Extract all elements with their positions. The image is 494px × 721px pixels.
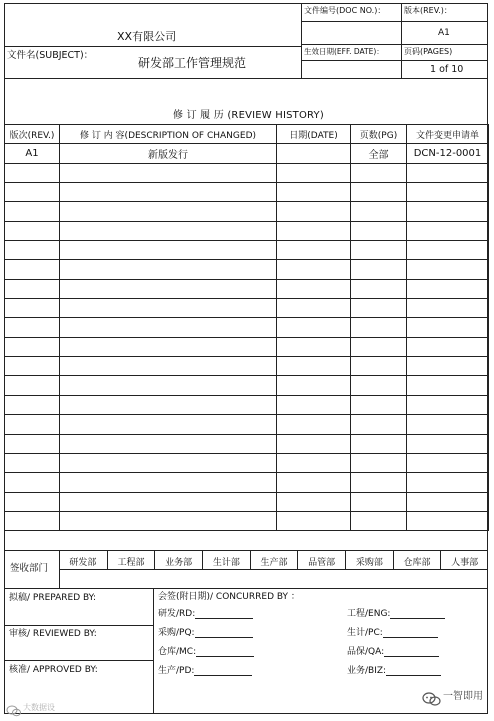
table-cell xyxy=(407,163,489,182)
concurred-dept-label: 生产/PD: xyxy=(158,666,195,676)
signature-blank[interactable] xyxy=(195,627,253,638)
table-cell xyxy=(407,318,489,337)
table-cell xyxy=(277,357,351,376)
table-cell xyxy=(277,492,351,511)
table-cell xyxy=(351,318,407,337)
table-cell xyxy=(277,260,351,279)
table-cell xyxy=(351,337,407,356)
department-cell xyxy=(440,550,488,569)
table-cell xyxy=(60,357,277,376)
concurred-dept-label: 业务/BIZ: xyxy=(347,666,387,676)
table-cell xyxy=(351,492,407,511)
table-cell xyxy=(60,492,277,511)
eff-date-label: 生效日期(EFF. DATE)： xyxy=(304,47,384,56)
column-header: 修 订 内 容(DESCRIPTION OF CHANGED) xyxy=(60,125,277,144)
concurred-dept-label: 工程/ENG: xyxy=(347,609,391,619)
table-cell xyxy=(60,260,277,279)
table-cell xyxy=(277,415,351,434)
table-cell xyxy=(407,357,489,376)
table-cell xyxy=(351,395,407,414)
department-label: 业务部 xyxy=(165,558,193,568)
header-right-line-3 xyxy=(301,60,488,61)
table-cell xyxy=(351,299,407,318)
table-cell xyxy=(407,260,489,279)
concurred-dept-label: 品保/QA: xyxy=(347,647,385,657)
department-label: 生计部 xyxy=(212,558,240,568)
table-cell xyxy=(351,241,407,260)
signature-blank[interactable] xyxy=(390,608,445,619)
table-cell xyxy=(277,183,351,202)
concurred-sign-line xyxy=(347,644,439,657)
table-row xyxy=(5,183,489,202)
table-cell xyxy=(60,511,277,530)
table-cell xyxy=(5,260,60,279)
table-cell xyxy=(277,163,351,182)
pages-value: 1 of 10 xyxy=(430,64,464,75)
approved-by-label: 核准/ APPROVED BY: xyxy=(9,665,98,675)
table-cell xyxy=(277,376,351,395)
department-cell xyxy=(59,550,107,569)
table-row xyxy=(5,415,489,434)
prepared-by-label: 拟稿/ PREPARED BY: xyxy=(9,593,97,603)
table-row xyxy=(5,492,489,511)
column-header: 页数(PG) xyxy=(351,125,407,144)
table-cell xyxy=(407,434,489,453)
table-cell xyxy=(60,163,277,182)
rev-value: A1 xyxy=(438,28,450,38)
table-cell xyxy=(407,453,489,472)
table-cell xyxy=(5,202,60,221)
table-cell xyxy=(5,279,60,298)
header-vline-2 xyxy=(401,3,402,78)
table-cell xyxy=(60,279,277,298)
watermark-right: 一智即用 xyxy=(443,691,483,702)
table-cell xyxy=(60,473,277,492)
concurred-dept-label: 仓库/MC: xyxy=(158,647,197,657)
column-header: 版次(REV.) xyxy=(5,125,60,144)
concurred-dept-label: 采购/PQ: xyxy=(158,628,195,638)
concurred-sign-line xyxy=(158,644,254,657)
department-cell xyxy=(250,550,298,569)
concurred-sign-line xyxy=(347,606,445,619)
subject-title: 研发部工作管理规范 xyxy=(138,56,247,70)
rev-label: 版本(REV.)： xyxy=(404,6,452,15)
table-cell xyxy=(277,299,351,318)
table-cell xyxy=(5,492,60,511)
concurred-sign-line xyxy=(347,663,441,676)
table-row xyxy=(5,260,489,279)
table-cell xyxy=(407,337,489,356)
header-bottom-line xyxy=(4,78,488,79)
concurred-left-column xyxy=(158,606,278,682)
table-cell xyxy=(277,337,351,356)
concurred-sign-line xyxy=(158,663,252,676)
department-label: 采购部 xyxy=(355,558,383,568)
table-cell xyxy=(277,473,351,492)
concurred-dept-label: 生计/PC: xyxy=(347,628,383,638)
signature-blank[interactable] xyxy=(383,627,438,638)
table-row xyxy=(5,473,489,492)
signoff-line-2 xyxy=(4,660,153,661)
table-cell: 新版发行 xyxy=(60,144,277,163)
reviewed-by-label: 审核/ REVIEWED BY: xyxy=(9,629,97,639)
table-cell xyxy=(5,241,60,260)
concurred-sign-line xyxy=(347,625,438,638)
column-header: 文件变更申请单 xyxy=(407,125,489,144)
table-header-row xyxy=(5,125,489,144)
table-cell: 全部 xyxy=(351,144,407,163)
table-cell xyxy=(351,453,407,472)
table-cell xyxy=(351,357,407,376)
table-cell xyxy=(277,434,351,453)
pages-label: 页码(PAGES) xyxy=(404,47,453,56)
signoff-divider xyxy=(153,588,154,714)
table-cell xyxy=(351,511,407,530)
table-cell xyxy=(277,511,351,530)
table-cell xyxy=(277,221,351,240)
table-cell xyxy=(277,395,351,414)
receipt-departments xyxy=(59,550,488,588)
table-cell xyxy=(5,357,60,376)
department-label: 生产部 xyxy=(260,558,288,568)
review-history-table xyxy=(4,124,489,531)
signature-blank[interactable] xyxy=(386,665,441,676)
table-row xyxy=(5,241,489,260)
table-cell xyxy=(407,279,489,298)
table-cell xyxy=(351,202,407,221)
table-cell: A1 xyxy=(5,144,60,163)
watermark-left: 大数据设 xyxy=(23,703,55,712)
table-cell xyxy=(407,511,489,530)
table-cell xyxy=(5,453,60,472)
table-cell xyxy=(60,337,277,356)
company-name: XX有限公司 xyxy=(117,30,177,43)
table-cell xyxy=(60,202,277,221)
table-cell xyxy=(60,395,277,414)
receipt-label: 签收部门 xyxy=(10,563,49,574)
review-history-title: 修 订 履 历 (REVIEW HISTORY) xyxy=(173,110,324,121)
doc-no-label: 文件编号(DOC NO.)： xyxy=(304,6,386,15)
table-row xyxy=(5,318,489,337)
department-label: 品管部 xyxy=(308,558,336,568)
table-cell xyxy=(5,183,60,202)
table-cell xyxy=(277,241,351,260)
table-cell: DCN-12-0001 xyxy=(407,144,489,163)
department-cell xyxy=(154,550,202,569)
table-cell xyxy=(5,376,60,395)
table-cell xyxy=(60,183,277,202)
table-cell xyxy=(351,473,407,492)
concurred-right-column xyxy=(347,606,472,682)
table-row xyxy=(5,511,489,530)
receipt-bottom-line xyxy=(4,588,488,589)
table-cell xyxy=(351,163,407,182)
table-cell xyxy=(407,473,489,492)
table-cell xyxy=(407,183,489,202)
department-cell xyxy=(107,550,155,569)
table-row xyxy=(5,357,489,376)
concurred-dept-label: 研发/RD: xyxy=(158,609,196,619)
concurred-sign-line xyxy=(158,606,253,619)
signoff-line-1 xyxy=(4,625,153,626)
signature-blank[interactable] xyxy=(195,608,253,619)
table-cell xyxy=(407,221,489,240)
table-row xyxy=(5,144,489,163)
table-cell xyxy=(407,415,489,434)
wechat-logo-icon xyxy=(422,691,442,710)
table-cell xyxy=(407,395,489,414)
table-cell xyxy=(351,434,407,453)
table-cell xyxy=(5,337,60,356)
table-cell xyxy=(60,376,277,395)
table-cell xyxy=(351,415,407,434)
table-row xyxy=(5,163,489,182)
department-label: 仓库部 xyxy=(403,558,431,568)
table-cell xyxy=(407,492,489,511)
table-cell xyxy=(5,221,60,240)
table-cell xyxy=(407,202,489,221)
table-row xyxy=(5,376,489,395)
header-right-line-2 xyxy=(301,44,488,45)
table-cell xyxy=(5,511,60,530)
signature-blank[interactable] xyxy=(384,646,439,657)
table-cell xyxy=(277,202,351,221)
table-cell xyxy=(351,376,407,395)
table-cell xyxy=(277,279,351,298)
table-row xyxy=(5,434,489,453)
header-vline-1 xyxy=(301,3,302,78)
concurred-by-label: 会签(附日期)/ CONCURRED BY ： xyxy=(158,592,300,602)
header-divider-top xyxy=(4,46,302,47)
table-cell xyxy=(60,318,277,337)
table-cell xyxy=(60,241,277,260)
header-right-line-1 xyxy=(301,21,488,22)
table-row xyxy=(5,299,489,318)
table-cell xyxy=(351,279,407,298)
table-row xyxy=(5,395,489,414)
table-cell xyxy=(5,299,60,318)
table-cell xyxy=(60,415,277,434)
table-cell xyxy=(60,453,277,472)
signature-blank[interactable] xyxy=(196,646,254,657)
table-cell xyxy=(60,221,277,240)
table-cell xyxy=(5,163,60,182)
department-label: 人事部 xyxy=(451,558,479,568)
table-cell xyxy=(5,415,60,434)
column-header: 日期(DATE) xyxy=(277,125,351,144)
table-cell xyxy=(277,144,351,163)
table-row xyxy=(5,453,489,472)
department-cell xyxy=(202,550,250,569)
wechat-logo-icon xyxy=(6,702,22,721)
table-cell xyxy=(407,241,489,260)
table-cell xyxy=(60,434,277,453)
department-label: 工程部 xyxy=(117,558,145,568)
table-cell xyxy=(5,395,60,414)
table-cell xyxy=(60,299,277,318)
concurred-sign-line xyxy=(158,625,253,638)
table-row xyxy=(5,337,489,356)
table-cell xyxy=(407,376,489,395)
table-cell xyxy=(407,299,489,318)
table-cell xyxy=(351,221,407,240)
table-cell xyxy=(277,453,351,472)
department-cell xyxy=(297,550,345,569)
table-row xyxy=(5,279,489,298)
table-cell xyxy=(277,318,351,337)
table-cell xyxy=(5,473,60,492)
table-row xyxy=(5,221,489,240)
department-cell xyxy=(393,550,441,569)
department-cell xyxy=(345,550,393,569)
table-cell xyxy=(5,434,60,453)
signature-blank[interactable] xyxy=(194,665,252,676)
table-row xyxy=(5,202,489,221)
table-cell xyxy=(5,318,60,337)
table-cell xyxy=(351,183,407,202)
subject-label: 文件名(SUBJECT)： xyxy=(7,50,94,61)
department-label: 研发部 xyxy=(69,558,97,568)
table-cell xyxy=(351,260,407,279)
